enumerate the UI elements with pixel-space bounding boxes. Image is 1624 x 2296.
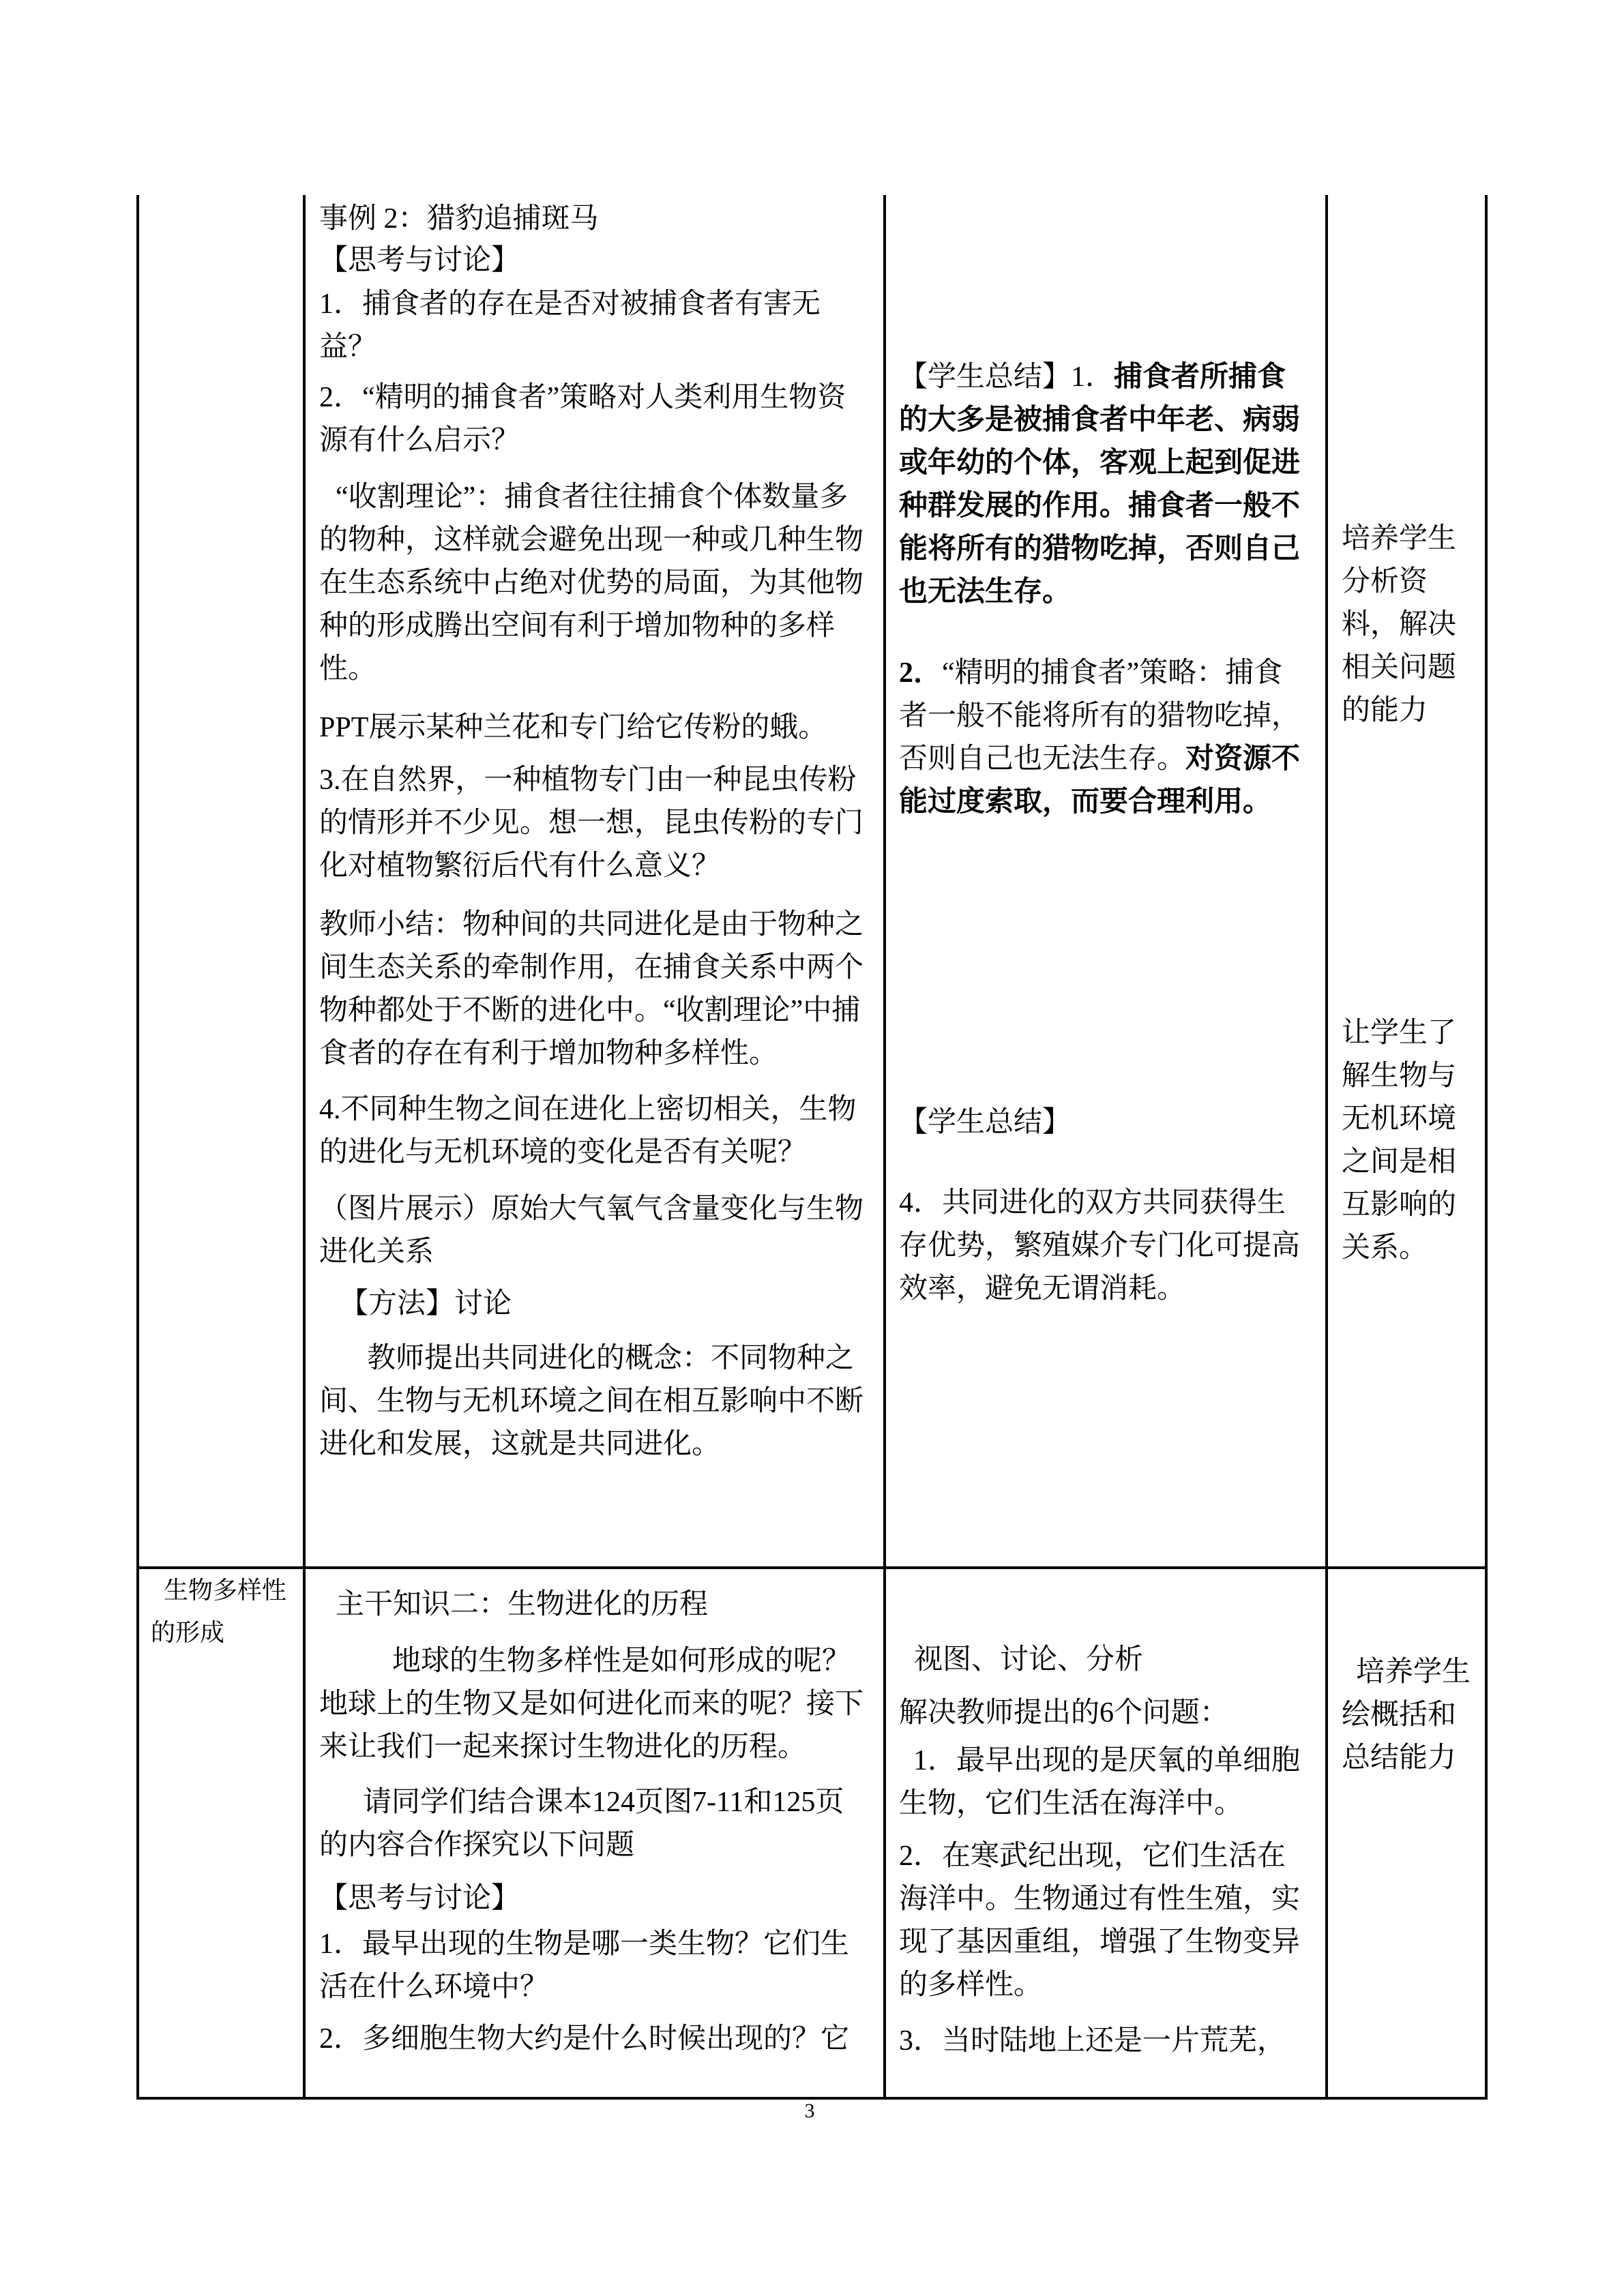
coevolution-concept: 教师提出共同进化的概念：不同物种之间、生物与无机环境之间在相互影响中不断进化和发展，这就是共同进化。 [319, 1343, 864, 1460]
student-activity-cell [883, 195, 1325, 1566]
stage-cell [136, 195, 303, 1566]
teacher-activity-cell [303, 1566, 883, 2100]
student-summary-4: 4．共同进化的双方共同获得生存优势，繁殖媒介专门化可提高效率，避免无谓消耗。 [899, 1187, 1301, 1304]
intro-paragraph: 地球的生物多样性是如何形成的呢？地球上的生物又是如何进化而来的呢？接下来让我们一起来探讨生物进化的历程。 [319, 1645, 864, 1763]
student-method: 视图、讨论、分析 [914, 1644, 1144, 1675]
page-number: 3 [804, 2100, 815, 2122]
answer-3: 3．当时陆地上还是一片荒芜， [899, 2025, 1286, 2057]
question-1: 1．捕食者的存在是否对被捕食者有害无益？ [319, 288, 821, 363]
instruction-paragraph: 请同学们结合课本124页图7-11和125页的内容合作探究以下问题 [319, 1787, 844, 1861]
summary-number: 2． [899, 657, 943, 689]
stage-cell [136, 1566, 303, 2100]
question-3: 3.在自然界，一种植物专门由一种昆虫传粉的情形并不少见。想一想，昆虫传粉的专门化对植物繁衍后代有什么意义？ [319, 764, 864, 882]
design-intent-cell [1325, 195, 1488, 1566]
method-label: 【方法】讨论 [340, 1288, 512, 1320]
summary-text: “精明的捕食者”策略：捕食者一般不能将所有的猎物吃掉，否则自己也无法生存。 [899, 657, 1301, 775]
discussion-heading: 【思考与讨论】 [319, 1883, 520, 1914]
summary-label: 【学生总结】1． [899, 361, 1114, 393]
ppt-note: PPT展示某种兰花和专门给它传粉的蛾。 [319, 712, 827, 743]
teacher-activity-cell [303, 195, 883, 1566]
answer-2: 2．在寒武纪出现，它们生活在海洋中。生物通过有性生殖，实现了基因重组，增强了生物变异的多样性。 [899, 1840, 1301, 2001]
knowledge-heading: 主干知识二：生物进化的历程 [336, 1589, 709, 1620]
student-task: 解决教师提出的6个问题： [899, 1697, 1229, 1729]
question-2: 2．多细胞生物大约是什么时候出现的？它 [319, 2023, 850, 2055]
teacher-summary: 教师小结：物种间的共同进化是由于物种之间生态关系的牵制作用，在捕食关系中两个物种都处于不断的进化中。“收割理论”中捕食者的存在有利于增加物种多样性。 [319, 909, 864, 1069]
summary-emphasis: 对资源不能过度索取，而要合理利用。 [899, 743, 1301, 818]
answer-1: 1．最早出现的是厌氧的单细胞生物，它们生活在海洋中。 [899, 1745, 1301, 1819]
stage-title: 生物多样性的形成 [151, 1577, 287, 1646]
case-title: 事例 2：猎豹追捕斑马 [319, 203, 599, 235]
design-intent-1: 培养学生分析资料，解决相关问题的能力 [1342, 523, 1457, 726]
question-1: 1．最早出现的生物是哪一类生物？它们生活在什么环境中？ [319, 1928, 850, 2003]
discussion-heading: 【思考与讨论】 [319, 245, 520, 276]
design-intent-1: 培养学生绘概括和总结能力 [1342, 1656, 1471, 1774]
student-summary-heading: 【学生总结】 [899, 1107, 1072, 1138]
question-4: 4.不同种生物之间在进化上密切相关，生物的进化与无机环境的变化是否有关呢？ [319, 1094, 857, 1168]
summary-emphasis: 捕食者所捕食的大多是被捕食者中年老、病弱或年幼的个体，客观上起到促进种群发展的作用。捕食者一般不能将所有的猎物吃掉，否则自己也无法生存。 [899, 361, 1301, 608]
harvest-theory-paragraph: “收割理论”：捕食者往往捕食个体数量多的物种，这样就会避免出现一种或几种生物在生态系统中占绝对优势的局面，为其他物种的形成腾出空间有利于增加物种的多样性。 [319, 481, 864, 685]
design-intent-cell [1325, 1566, 1488, 2100]
design-intent-2: 让学生了解生物与无机环境之间是相互影响的关系。 [1342, 1017, 1457, 1264]
question-2: 2．“精明的捕食者”策略对人类利用生物资源有什么启示？ [319, 382, 846, 456]
image-note: （图片展示）原始大气氧气含量变化与生物进化关系 [319, 1193, 864, 1268]
student-activity-cell [883, 1566, 1325, 2100]
student-summary-1 [899, 356, 1308, 614]
student-summary-2 [899, 652, 1308, 824]
